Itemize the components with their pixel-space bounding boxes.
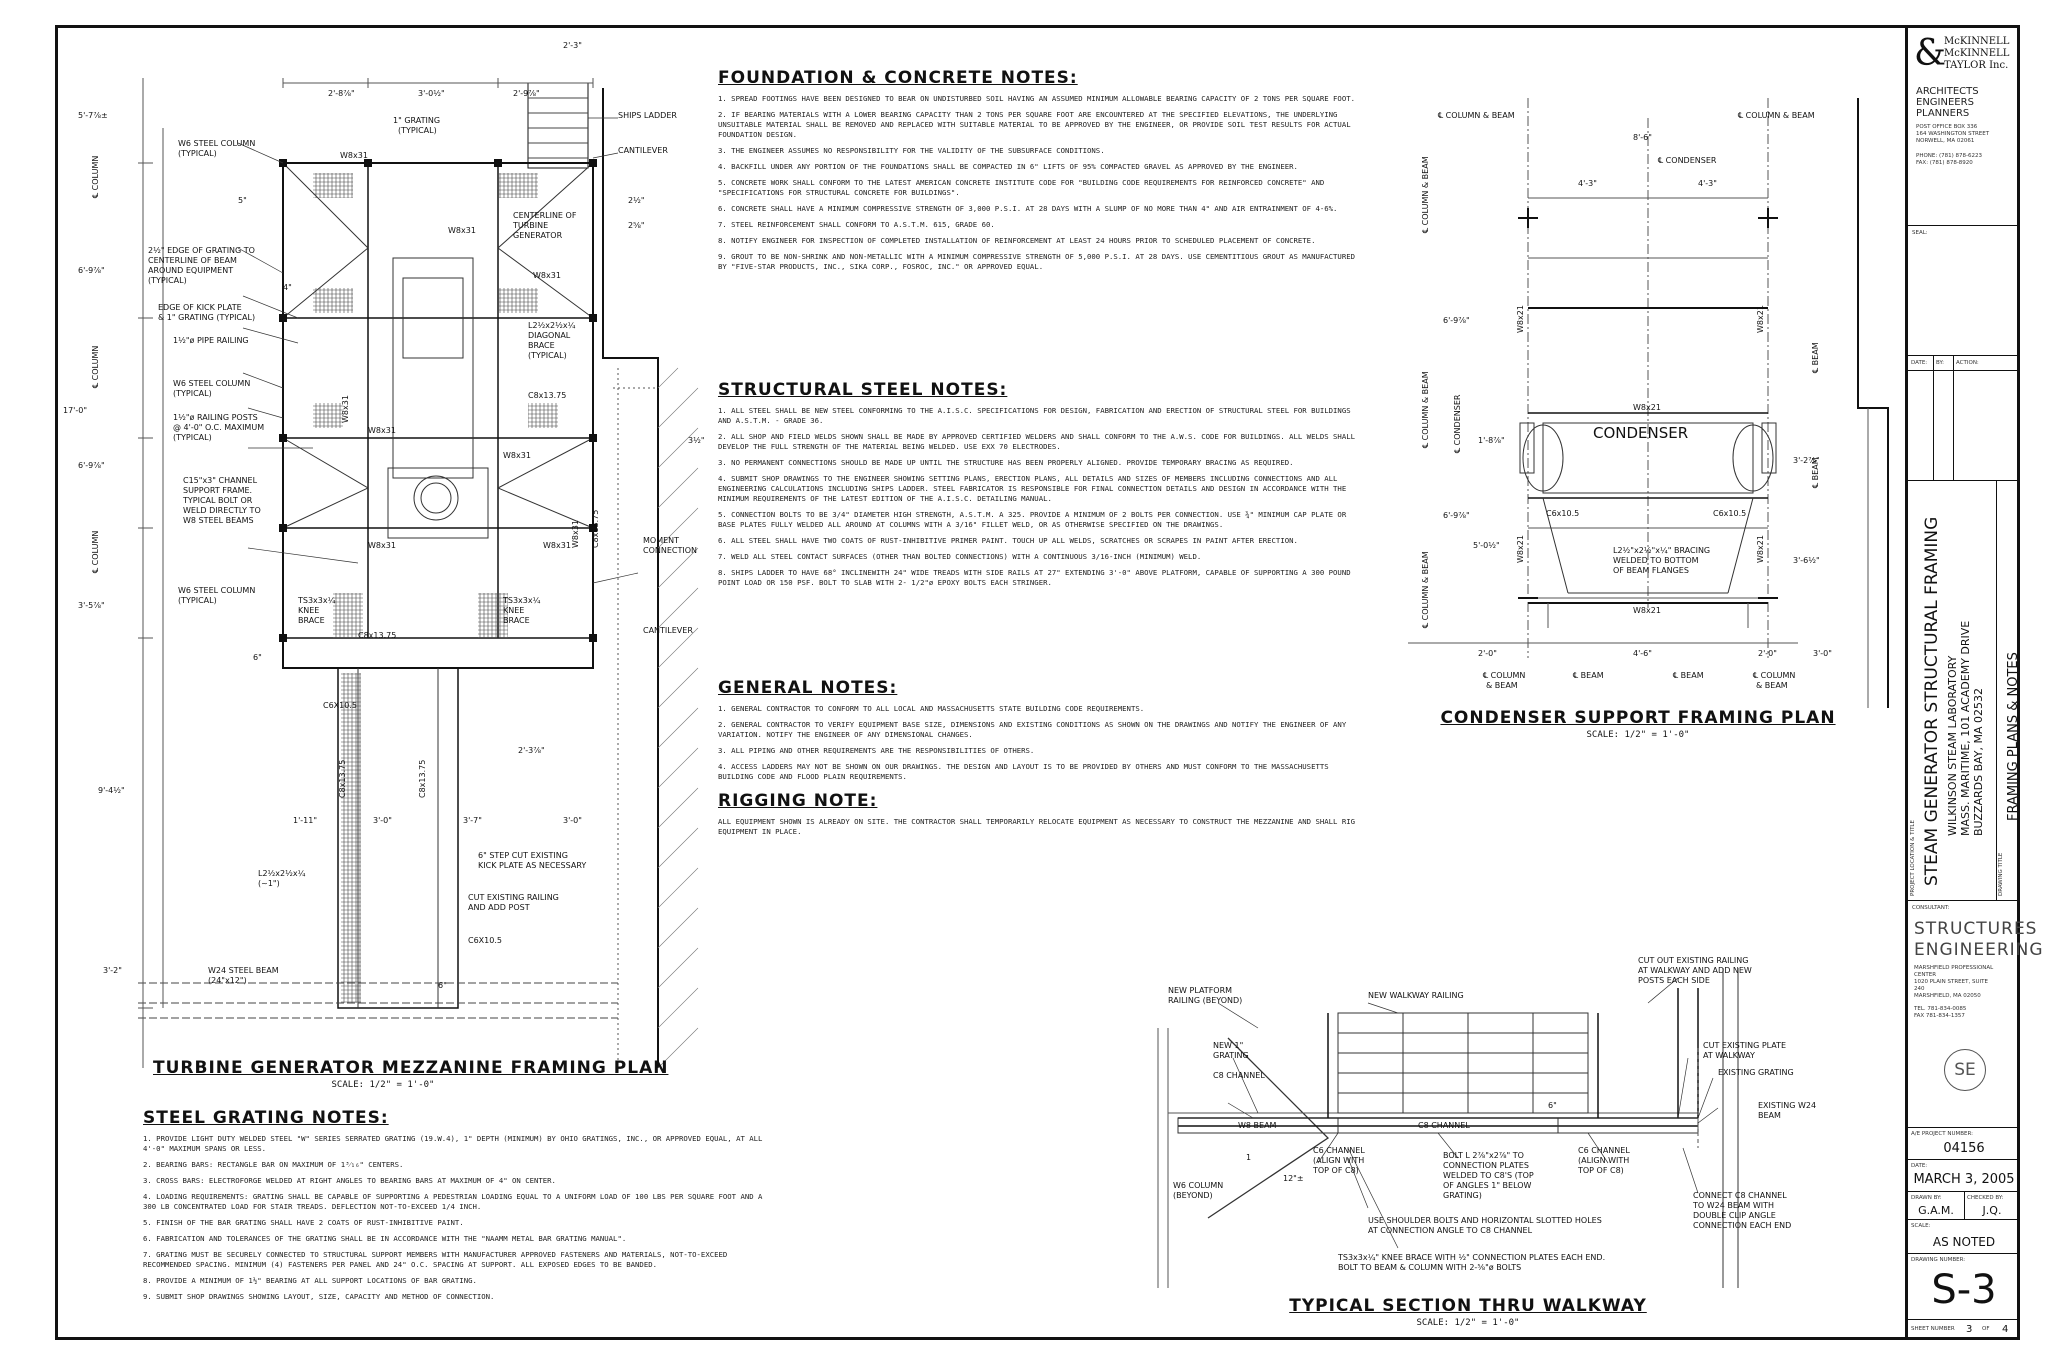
walkway-dim-6: 6" <box>1548 1101 1557 1110</box>
mezzanine-plan-title: TURBINE GENERATOR MEZZANINE FRAMING PLAN <box>153 1058 669 1078</box>
label-c6-lower: C6X10.5 <box>468 936 502 945</box>
label-col-beam-2b: & BEAM <box>1486 681 1518 690</box>
firm-address-3: NORWELL, MA 02061 <box>1916 138 1975 144</box>
cond-dim-1: 8'-6" <box>1633 133 1652 142</box>
seal-label: SEAL: <box>1912 230 1928 236</box>
dim-1: 2'-8⅞" <box>328 89 355 98</box>
scale-block <box>1908 1220 2020 1254</box>
seal-block <box>1908 226 2020 356</box>
label-existing-w24-1: EXISTING W24 <box>1758 1101 1817 1110</box>
firm-block <box>1908 28 2020 226</box>
label-condenser: CONDENSER <box>1593 424 1689 442</box>
label-edge-1: 2½" EDGE OF GRATING TO <box>148 246 255 255</box>
label-cut-railing-1: CUT EXISTING RAILING <box>468 893 559 902</box>
rigging-note <box>718 791 1358 843</box>
label-bolt-4: OF ANGLES 1" BELOW <box>1443 1181 1532 1190</box>
revision-action-header: ACTION: <box>1956 360 1979 366</box>
label-existing-w24-2: BEAM <box>1758 1111 1781 1120</box>
label-new-grating-2: GRATING <box>1213 1051 1249 1060</box>
label-new-grating-1: NEW 1" <box>1213 1041 1244 1050</box>
foundation-note: 4. BACKFILL UNDER ANY PORTION OF THE FOUNDATIONS SHALL BE COMPACTED IN 6" LIFTS OF 95% COMPACTED GRAVEL AS APPROVED BY THE ENGINEER. <box>718 162 1298 171</box>
dim-19: 6" <box>253 653 262 662</box>
project-sub-1: WILKINSON STEAM LABORATORY <box>1946 655 1959 836</box>
structural-note: 7. WELD ALL STEEL CONTACT SURFACES (OTHER THAN BOLTED CONNECTIONS) WITH A CONTINUOUS 3/16-INCH (MINIMUM) WELD. <box>718 552 1202 561</box>
label-beam-1: ℄ BEAM <box>1673 671 1704 680</box>
label-angle-2: (~1") <box>258 879 280 888</box>
mezzanine-plan-scale: SCALE: 1/2" = 1'-0" <box>331 1080 435 1090</box>
label-w8x31-6: W8x31 <box>368 541 396 550</box>
label-cantilever-2: CANTILEVER <box>643 626 693 635</box>
drawing-title: FRAMING PLANS & NOTES <box>2006 652 2021 821</box>
label-col-beam-vert-1: ℄ COLUMN & BEAM <box>1421 156 1430 233</box>
label-ships-ladder: SHIPS LADDER <box>618 111 677 120</box>
project-sub-3: BUZZARDS BAY, MA 02532 <box>1972 687 1985 836</box>
label-w8-beam: W8 BEAM <box>1238 1121 1277 1130</box>
dim-9: 3'-5⅞" <box>78 601 105 610</box>
sheet-number: 3 <box>1966 1324 1973 1335</box>
label-w8x31-vert-2: W8x31 <box>571 520 580 548</box>
consultant-block <box>1908 901 2044 1128</box>
label-w8x31-top: W8x31 <box>340 151 368 160</box>
label-typical-3: (TYPICAL) <box>178 596 217 605</box>
label-c8-vert-2: C8x13.75 <box>418 759 427 798</box>
revision-date-header: DATE: <box>1911 360 1928 366</box>
existing-wall-condenser <box>1858 98 1888 708</box>
label-angle-1: L2½x2½x¼ <box>258 869 306 878</box>
label-connect-3: DOUBLE CLIP ANGLE <box>1693 1211 1776 1220</box>
structural-note: 5. CONNECTION BOLTS TO BE 3/4" DIAMETER HIGH STRENGTH, A.S.T.M. A 325. PROVIDE A MINIMUM OF 2 BOLTS PER CONNECTION. USE ¾" MINIMUM CAP PLATE OR BASE PLATES FULLY WELDED ALL AROUND AT COLUMNS WITH A 3/16" FILLET WELD, OR AS OTHERWISE SPECIFIED ON THE DRAWINGS. <box>718 510 1347 529</box>
dim-10: 9'-4½" <box>98 786 125 795</box>
project-number: 04156 <box>1943 1141 1985 1156</box>
dim-21: 2½" <box>628 196 645 205</box>
dim-3: 2'-9⅞" <box>513 89 540 98</box>
label-bolt-2: CONNECTION PLATES <box>1443 1161 1529 1170</box>
firm-name-3: TAYLOR Inc. <box>1944 60 2009 71</box>
label-beam-vert-2: ℄ BEAM <box>1811 457 1820 488</box>
label-grating-typ: (TYPICAL) <box>398 126 437 135</box>
label-cut-out-1: CUT OUT EXISTING RAILING <box>1638 956 1749 965</box>
dim-13: 3'-0" <box>373 816 392 825</box>
drawing-scale: AS NOTED <box>1932 1235 1996 1249</box>
firm-address-1: POST OFFICE BOX 336 <box>1916 124 1978 130</box>
label-c15-2: SUPPORT FRAME. <box>183 486 253 495</box>
wall-hatch <box>658 368 698 1068</box>
project-sub-2: MASS. MARITIME, 101 ACADEMY DRIVE <box>1959 620 1972 836</box>
label-step-cut-2: KICK PLATE AS NECESSARY <box>478 861 587 870</box>
condenser-framing-plan <box>1368 68 1898 708</box>
label-edge-4: (TYPICAL) <box>148 276 187 285</box>
drawing-date: MARCH 3, 2005 <box>1913 1172 2015 1187</box>
general-note: 4. ACCESS LADDERS MAY NOT BE SHOWN ON OUR DRAWINGS. THE DESIGN AND LAYOUT IS TO BE PROVIDED BY OTHERS AND MUST CONFORM TO THE MASSACHUSETTS BUILDING CODE AND FLOOD PLAIN REQUIREMENTS. <box>718 762 1329 781</box>
label-kick-2: & 1" GRATING (TYPICAL) <box>158 313 256 322</box>
label-w6-column: W6 STEEL COLUMN <box>178 139 256 148</box>
steel-grating-notes <box>143 1108 773 1308</box>
cond-dim-8: 3'-2⅞" <box>1793 456 1820 465</box>
grating-note: 4. LOADING REQUIREMENTS: GRATING SHALL BE CAPABLE OF SUPPORTING A PEDESTRIAN LOADING EQUAL TO A UNIFORM LOAD OF 100 LBS PER SQUARE FOOT AND A 300 LB CONCENTRATED LOAD FOR STAIR TREADS. DEFLECTION NOT-TO-EXCEED 1/4 INCH. <box>143 1192 763 1211</box>
label-c6-upper: C6X10.5 <box>323 701 357 710</box>
label-w8x21-vert-2: W8x21 <box>1756 305 1765 333</box>
general-note: 1. GENERAL CONTRACTOR TO CONFORM TO ALL LOCAL AND MASSACHUSETTS STATE BUILDING CODE REQUIREMENTS. <box>718 704 1145 713</box>
label-existing-grating: EXISTING GRATING <box>1718 1068 1794 1077</box>
project-title-block <box>1908 481 2020 901</box>
label-w8x31-3: W8x31 <box>533 271 561 280</box>
label-cut-plate-2: AT WALKWAY <box>1703 1051 1755 1060</box>
consultant-address-2: CENTER <box>1914 972 1937 978</box>
walkway-slope: 1 <box>1246 1153 1252 1162</box>
cond-dim-3: 4'-3" <box>1698 179 1717 188</box>
consultant-label: CONSULTANT: <box>1912 905 1950 911</box>
scale-label: SCALE: <box>1911 1223 1931 1229</box>
condenser-plan-scale: SCALE: 1/2" = 1'-0" <box>1586 730 1690 740</box>
label-w8x31-2: W8x31 <box>448 226 476 235</box>
label-w24-2: (24"x12") <box>208 976 247 985</box>
consultant-name-1: STRUCTURES <box>1914 919 2038 939</box>
firm-address-2: 164 WASHINGTON STREET <box>1916 131 1990 137</box>
consultant-address-1: MARSHFIELD PROFESSIONAL <box>1914 965 1994 971</box>
dim-7: 17'-0" <box>63 406 88 415</box>
label-col-2: ℄ COLUMN <box>91 345 100 388</box>
cond-dim-4: 6'-9⅞" <box>1443 316 1470 325</box>
label-cantilever: CANTILEVER <box>618 146 668 155</box>
label-c6-2c: TOP OF C8) <box>1578 1166 1624 1175</box>
grating-note: 1. PROVIDE LIGHT DUTY WELDED STEEL "W" SERIES SERRATED GRATING (19.W.4), 1" DEPTH (MINIMUM) BY OHIO GRATINGS, INC., OR APPROVED EQUAL, AT ALL 4'-0" MAXIMUM SPANS OR LESS. <box>143 1134 763 1153</box>
label-connect-4: CONNECTION EACH END <box>1693 1221 1792 1230</box>
cond-dim-13: 3'-0" <box>1813 649 1832 658</box>
cond-dim-5: 1'-8⅞" <box>1478 436 1505 445</box>
grating-note: 7. GRATING MUST BE SECURELY CONNECTED TO STRUCTURAL SUPPORT MEMBERS WITH MANUFACTURER APPROVED FASTENERS AND MATERIALS, NOT-TO-EXCEED RECOMMENDED SPACING. MINIMUM (4) FASTENERS PER PANEL AND 24" O.C. SPACING AT SUPPORT. ALL EXPOSED EDGES TO BE BANDED. <box>143 1250 728 1269</box>
label-posts-1: 1½"ø RAILING POSTS <box>173 413 258 422</box>
label-c8-vert-1: C8x13.75 <box>338 759 347 798</box>
label-c15-5: W8 STEEL BEAMS <box>183 516 254 525</box>
label-c6-1b: (ALIGN WITH <box>1313 1156 1365 1165</box>
foundation-notes-heading: FOUNDATION & CONCRETE NOTES: <box>718 68 1078 88</box>
label-c15-4: WELD DIRECTLY TO <box>183 506 261 515</box>
consultant-address-3: 1020 PLAIN STREET, SUITE <box>1914 979 1988 985</box>
rigging-note-heading: RIGGING NOTE: <box>718 791 878 811</box>
checked-by-label: CHECKED BY: <box>1967 1195 2004 1201</box>
dim-12: 1'-11" <box>293 816 318 825</box>
label-c6-1c: TOP OF C8) <box>1313 1166 1359 1175</box>
dim-18: 4" <box>283 283 292 292</box>
label-c6-left: C6x10.5 <box>1546 509 1580 518</box>
label-col-1: ℄ COLUMN <box>91 155 100 198</box>
checked-by: J.Q. <box>1982 1204 2002 1217</box>
grating-note: 8. PROVIDE A MINIMUM OF 1½" BEARING AT ALL SUPPORT LOCATIONS OF BAR GRATING. <box>143 1276 477 1285</box>
dim-5: 5'-7⅞± <box>78 111 108 120</box>
label-diag-brace-1: L2½x2½x¼ <box>528 321 576 330</box>
label-c8-2: C8x13.75 <box>528 391 567 400</box>
label-diag-brace-4: (TYPICAL) <box>528 351 567 360</box>
dim-17: 5" <box>238 196 247 205</box>
label-edge-3: AROUND EQUIPMENT <box>148 266 234 275</box>
label-c6-right: C6x10.5 <box>1713 509 1747 518</box>
structural-note: 1. ALL STEEL SHALL BE NEW STEEL CONFORMING TO THE A.I.S.C. SPECIFICATIONS FOR DESIGN, FABRICATION AND ERECTION OF STRUCTURAL STEEL FOR BUILDINGS AND A.S.T.M. - GRADE 36. <box>718 406 1351 425</box>
label-cut-out-3: POSTS EACH SIDE <box>1638 976 1710 985</box>
label-posts-2: @ 4'-0" O.C. MAXIMUM <box>173 423 265 432</box>
label-moment-2: CONNECTION <box>643 546 698 555</box>
foundation-note: 2. IF BEARING MATERIALS WITH A LOWER BEARING CAPACITY THAN 2 TONS PER SQUARE FOOT ARE ENCOUNTERED AT THE SPECIFIED ELEVATIONS, THE UNDERLYING UNSUITABLE MATERIAL SHALL BE REMOVED AND REPLACED WITH SUITABLE MATERIAL TO BE APPROVED BY THE ENGINEER, OR PROVIDE SOIL TEST RESULTS FOR ACTUAL FOUNDATION DESIGN. <box>718 110 1351 139</box>
dim-2: 3'-0½" <box>418 89 445 98</box>
label-knee-brace-3: BRACE <box>298 616 325 625</box>
walkway-section-scale: SCALE: 1/2" = 1'-0" <box>1416 1318 1520 1328</box>
label-knee-brace-6: BRACE <box>503 616 530 625</box>
discipline-2: ENGINEERS <box>1916 97 1974 108</box>
sheet-of: OF <box>1982 1326 1990 1332</box>
sheet-number-block <box>1908 1320 2020 1340</box>
label-posts-3: (TYPICAL) <box>173 433 212 442</box>
structural-note: 4. SUBMIT SHOP DRAWINGS TO THE ENGINEER SHOWING SETTING PLANS, ERECTION PLANS, ALL DETAILS AND SIZES OF MEMBERS INCLUDING CONNECTIONS AND ALL ENGINEERING CALCULATIONS INCLUDING SHIPS LADDER. STEEL FABRICATOR IS RESPONSIBLE FOR FINAL CONNECTION DETAILS AND DESIGN IN ACCORDANCE WITH THE MINIMUM REQUIREMENTS OF THE LATEST EDITION OF THE A.I.S.C. DETAILING MANUAL. <box>718 474 1347 503</box>
label-c15-3: TYPICAL BOLT OR <box>183 496 253 505</box>
label-bracing-1: L2½"x2½"x¼" BRACING <box>1613 546 1711 555</box>
cond-dim-10: 2'-0" <box>1478 649 1497 658</box>
label-w24-1: W24 STEEL BEAM <box>208 966 279 975</box>
firm-name-1: McKINNELL <box>1944 36 2010 47</box>
label-knee-brace-2: KNEE <box>298 606 320 615</box>
discipline-3: PLANNERS <box>1916 108 1970 119</box>
consultant-address-5: MARSHFIELD, MA 02050 <box>1914 993 1981 999</box>
grating-note: 9. SUBMIT SHOP DRAWINGS SHOWING LAYOUT, SIZE, CAPACITY AND METHOD OF CONNECTION. <box>143 1292 495 1301</box>
label-c6-2a: C6 CHANNEL <box>1578 1146 1630 1155</box>
label-typical: (TYPICAL) <box>178 149 217 158</box>
label-bracing-3: OF BEAM FLANGES <box>1613 566 1689 575</box>
label-col-beam-3b: & BEAM <box>1756 681 1788 690</box>
firm-logo-ampersand: & <box>1914 33 1947 74</box>
grating-note: 6. FABRICATION AND TOLERANCES OF THE GRATING SHALL BE IN ACCORDANCE WITH THE "NAAMM METAL BAR GRATING MANUAL". <box>143 1234 627 1243</box>
cond-dim-11: 4'-6" <box>1633 649 1652 658</box>
dim-16: 2'-3⅞" <box>518 746 545 755</box>
label-w8x31-vert-1: W8x31 <box>341 395 350 423</box>
label-edge-2: CENTERLINE OF BEAM <box>148 256 237 265</box>
label-c8-vert-3: C8x13.75 <box>591 509 600 548</box>
project-number-block <box>1908 1128 2020 1160</box>
grating-note: 5. FINISH OF THE BAR GRATING SHALL HAVE 2 COATS OF RUST-INHIBITIVE PAINT. <box>143 1218 464 1227</box>
label-connect-2: TO W24 BEAM WITH <box>1693 1201 1774 1210</box>
label-connect-1: CONNECT C8 CHANNEL <box>1693 1191 1787 1200</box>
consultant-name-2: ENGINEERING <box>1914 940 2044 960</box>
label-c15-1: C15"x3" CHANNEL <box>183 476 258 485</box>
dim-14: 3'-7" <box>463 816 482 825</box>
label-col-3: ℄ COLUMN <box>91 530 100 573</box>
label-col-beam-vert-3: ℄ COLUMN & BEAM <box>1421 551 1430 628</box>
label-pipe-railing: 1½"ø PIPE RAILING <box>173 336 249 345</box>
dim-15: 3'-0" <box>563 816 582 825</box>
dim-4: 2'-3" <box>563 41 582 50</box>
label-knee-brace-1: TS3x3x¼ <box>298 596 336 605</box>
label-w6-column-section-1: W6 COLUMN <box>1173 1181 1224 1190</box>
label-cut-railing-2: AND ADD POST <box>468 903 530 912</box>
foundation-note: 5. CONCRETE WORK SHALL CONFORM TO THE LATEST AMERICAN CONCRETE INSTITUTE CODE FOR "BUILDING CODE REQUIREMENTS FOR REINFORCED CONCRETE" AND "SPECIFICATIONS FOR STRUCTURAL CONCRETE FOR BUILDINGS". <box>718 178 1325 197</box>
drawn-by: G.A.M. <box>1918 1204 1954 1217</box>
label-shoulder-bolts-1: USE SHOULDER BOLTS AND HORIZONTAL SLOTTED HOLES <box>1368 1216 1602 1225</box>
dim-6: 6'-9⅞" <box>78 266 105 275</box>
project-location-label: PROJECT LOCATION & TITLE <box>1910 820 1916 896</box>
drawn-checked-block <box>1908 1192 2020 1220</box>
walkway-railing <box>1338 1013 1588 1113</box>
foundation-note: 8. NOTIFY ENGINEER FOR INSPECTION OF COMPLETED INSTALLATION OF REINFORCEMENT AT LEAST 24 HOURS PRIOR TO SCHEDULED PLACEMENT OF CONCRETE. <box>718 236 1316 245</box>
label-c8-channel-2: C8 CHANNEL <box>1418 1121 1470 1130</box>
label-col-beam-2a: ℄ COLUMN <box>1483 671 1526 680</box>
grating-note: 2. BEARING BARS: RECTANGLE BAR ON MAXIMUM OF 1³⁄₁₆" CENTERS. <box>143 1160 404 1169</box>
label-condenser-cl: ℄ CONDENSER <box>1658 156 1717 165</box>
label-cut-plate-1: CUT EXISTING PLATE <box>1703 1041 1787 1050</box>
label-shoulder-bolts-2: AT CONNECTION ANGLE TO C8 CHANNEL <box>1368 1226 1533 1235</box>
existing-wall <box>603 88 658 1068</box>
dim-8: 6'-9⅞" <box>78 461 105 470</box>
foundation-note: 1. SPREAD FOOTINGS HAVE BEEN DESIGNED TO BEAR ON UNDISTURBED SOIL HAVING AN ASSUMED MINIMUM ALLOWABLE BEARING CAPACITY OF 2 TONS PER SQUARE FOOT. <box>718 94 1355 103</box>
discipline-1: ARCHITECTS <box>1916 86 1979 97</box>
label-step-cut-1: 6" STEP CUT EXISTING <box>478 851 568 860</box>
dim-11: 3'-2" <box>103 966 122 975</box>
structural-note: 2. ALL SHOP AND FIELD WELDS SHOWN SHALL BE MADE BY APPROVED CERTIFIED WELDERS AND SHALL CONFORM TO THE A.W.S. CODE FOR BUILDINGS. ALL WELDS SHALL DEVELOP THE FULL STRENGTH OF THE MATERIAL BEING WELDED. USE EXX 70 ELECTRODES. <box>718 432 1355 451</box>
consultant-fax: FAX 781-834-1357 <box>1914 1013 1965 1019</box>
label-typical-2: (TYPICAL) <box>173 389 212 398</box>
cond-dim-9: 3'-6½" <box>1793 556 1820 565</box>
label-diag-brace-2: DIAGONAL <box>528 331 571 340</box>
firm-name-2: McKINNELL <box>1944 48 2010 59</box>
drawing-number: S-3 <box>1931 1267 1997 1313</box>
label-knee-brace-section-2: BOLT TO BEAM & COLUMN WITH 2-⅝"ø BOLTS <box>1338 1263 1522 1272</box>
project-number-label: A/E PROJECT NUMBER: <box>1911 1131 1973 1137</box>
turbine-generator <box>393 258 473 478</box>
cond-dim-12: 2'-0" <box>1758 649 1777 658</box>
drawing-title-label: DRAWING TITLE <box>1998 852 2004 896</box>
foundation-note: 6. CONCRETE SHALL HAVE A MINIMUM COMPRESSIVE STRENGTH OF 3,000 P.S.I. AT 28 DAYS WITH A SLUMP OF NO MORE THAN 4" AND AIR ENTRAINMENT OF 4-6%. <box>718 204 1338 213</box>
general-note: 2. GENERAL CONTRACTOR TO VERIFY EQUIPMENT BASE SIZE, DIMENSIONS AND EXISTING CONDITIONS AS SHOWN ON THE DRAWINGS AND NOTIFY THE ENGINEER OF ANY VARIATION. NOTIFY THE ENGINEER OF ANY DIMENSIONAL CHANGES. <box>718 720 1347 739</box>
label-col-beam-left: ℄ COLUMN & BEAM <box>1438 111 1515 120</box>
label-grating: 1" GRATING <box>393 116 441 125</box>
general-note: 3. ALL PIPING AND OTHER REQUIREMENTS ARE THE RESPONSIBILITIES OF OTHERS. <box>718 746 1035 755</box>
condenser-plan-title: CONDENSER SUPPORT FRAMING PLAN <box>1440 708 1836 728</box>
dim-23: 6" <box>438 981 447 990</box>
label-col-beam-vert-2: ℄ COLUMN & BEAM <box>1421 371 1430 448</box>
foundation-note: 7. STEEL REINFORCEMENT SHALL CONFORM TO A.S.T.M. 615, GRADE 60. <box>718 220 995 229</box>
dim-22: 2⅝" <box>628 221 645 230</box>
walkway-section-title: TYPICAL SECTION THRU WALKWAY <box>1289 1296 1647 1316</box>
label-centerline-2: TURBINE <box>513 221 549 230</box>
label-w8x21-bottom: W8x21 <box>1633 606 1661 615</box>
grating-note: 3. CROSS BARS: ELECTROFORGE WELDED AT RIGHT ANGLES TO BEARING BARS AT MAXIMUM OF 4" ON CENTER. <box>143 1176 556 1185</box>
label-w8x31-5: W8x31 <box>503 451 531 460</box>
label-w8x21-vert-4: W8x21 <box>1756 535 1765 563</box>
cond-dim-6: 6'-9⅞" <box>1443 511 1470 520</box>
label-new-walkway-railing: NEW WALKWAY RAILING <box>1368 991 1464 1000</box>
title-block <box>1905 28 2044 1340</box>
label-beam-2: ℄ BEAM <box>1573 671 1604 680</box>
sheet-number-label: SHEET NUMBER <box>1911 1326 1955 1332</box>
label-w6-column-section-2: (BEYOND) <box>1173 1191 1213 1200</box>
label-col-beam-right: ℄ COLUMN & BEAM <box>1738 111 1815 120</box>
drawn-by-label: DRAWN BY: <box>1911 1195 1942 1201</box>
general-notes <box>718 678 1358 788</box>
label-w6-column-2: W6 STEEL COLUMN <box>173 379 251 388</box>
date-block <box>1908 1160 2020 1192</box>
project-title: STEAM GENERATOR STRUCTURAL FRAMING <box>1922 516 1942 886</box>
label-cut-out-2: AT WALKWAY AND ADD NEW <box>1638 966 1752 975</box>
general-notes-heading: GENERAL NOTES: <box>718 678 898 698</box>
foundation-note: 3. THE ENGINEER ASSUMES NO RESPONSIBILITY FOR THE VALIDITY OF THE SUBSURFACE CONDITIONS. <box>718 146 1105 155</box>
dim-20: 3½" <box>688 436 705 445</box>
label-col-beam-3a: ℄ COLUMN <box>1753 671 1796 680</box>
label-knee-brace-4: TS3x3x¼ <box>503 596 541 605</box>
label-c6-2b: (ALIGN WITH <box>1578 1156 1630 1165</box>
revision-by-header: BY: <box>1936 360 1944 366</box>
label-w6-column-3: W6 STEEL COLUMN <box>178 586 256 595</box>
firm-fax: FAX: (781) 878-8920 <box>1916 160 1973 166</box>
label-bolt-1: BOLT L 2⅞"x2⅞" TO <box>1443 1151 1524 1160</box>
label-w8x21-vert-3: W8x21 <box>1516 535 1525 563</box>
label-diag-brace-3: BRACE <box>528 341 555 350</box>
walkway-dim-12: 12"± <box>1283 1174 1304 1183</box>
label-kick-1: EDGE OF KICK PLATE <box>158 303 242 312</box>
consultant-logo: SE <box>1944 1049 1986 1091</box>
label-c6-1a: C6 CHANNEL <box>1313 1146 1365 1155</box>
label-w8x31-4: W8x31 <box>368 426 396 435</box>
label-knee-brace-5: KNEE <box>503 606 525 615</box>
label-moment-1: MOMENT <box>643 536 680 545</box>
date-label: DATE: <box>1911 1163 1928 1169</box>
drawing-number-label: DRAWING NUMBER: <box>1911 1257 1966 1263</box>
label-centerline-1: CENTERLINE OF <box>513 211 577 220</box>
consultant-address-4: 240 <box>1914 986 1925 992</box>
label-bolt-5: GRATING) <box>1443 1191 1482 1200</box>
drawing-number-block <box>1908 1254 2020 1320</box>
structural-note: 6. ALL STEEL SHALL HAVE TWO COATS OF RUST-INHIBITIVE PRIMER PAINT. TOUCH UP ALL WELDS, SCRATCHES OR SCRAPES IN PAINT AFTER ERECTION. <box>718 536 1298 545</box>
label-centerline-3: GENERATOR <box>513 231 563 240</box>
cond-dim-7: 5'-0½" <box>1473 541 1500 550</box>
label-beam-vert-1: ℄ BEAM <box>1811 342 1820 373</box>
structural-notes-heading: STRUCTURAL STEEL NOTES: <box>718 380 1008 400</box>
walkway-section <box>1138 948 1898 1288</box>
label-new-platform-1: NEW PLATFORM <box>1168 986 1233 995</box>
structural-note: 8. SHIPS LADDER TO HAVE 68° INCLINEWITH 24" WIDE TREADS WITH SIDE RAILS AT 27" EXTENDING 3'-0" ABOVE PLATFORM, CAPABLE OF SUPPORTING A 300 POUND POINT LOAD OR 150 PSF. BOLT TO SLAB WITH 2- 1/2"ø EPOXY BOLTS EACH STRINGER. <box>718 568 1351 587</box>
consultant-tel: TEL. 781-834-0085 <box>1914 1006 1967 1012</box>
label-bolt-3: WELDED TO C8'S (TOP <box>1443 1171 1534 1180</box>
label-bracing-2: WELDED TO BOTTOM <box>1613 556 1699 565</box>
label-condenser-cl-vert: ℄ CONDENSER <box>1453 394 1462 453</box>
label-w8x21-vert-1: W8x21 <box>1516 305 1525 333</box>
drawing-sheet <box>55 25 2044 1340</box>
sheet-total: 4 <box>2002 1324 2009 1335</box>
foundation-note: 9. GROUT TO BE NON-SHRINK AND NON-METALLIC WITH A MINIMUM COMPRESSIVE STRENGTH OF 5,000 P.S.I. AT 28 DAYS. USE CEMENTITIOUS GROUT AS MANUFACTURED BY "FIVE-STAR PRODUCTS, INC., SIKA CORP., FOSROC, INC." OR APPROVED EQUAL. <box>718 252 1355 271</box>
label-w8x31-7: W8x31 <box>543 541 571 550</box>
rigging-note-text: ALL EQUIPMENT SHOWN IS ALREADY ON SITE. THE CONTRACTOR SHALL TEMPORARILY RELOCATE EQUIPMENT AS NECESSARY TO CONSTRUCT THE MEZZANINE AND SHALL RIG EQUIPMENT IN PLACE. <box>718 817 1355 836</box>
foundation-notes <box>718 68 1358 278</box>
revision-block <box>1908 356 2020 481</box>
label-c8-channel-1: C8 CHANNEL <box>1213 1071 1265 1080</box>
firm-phone: PHONE: (781) 878-6223 <box>1916 153 1982 159</box>
structural-note: 3. NO PERMANENT CONNECTIONS SHOULD BE MADE UP UNTIL THE STRUCTURE HAS BEEN PROPERLY ALIGNED. PROVIDE TEMPORARY BRACING AS REQUIRED. <box>718 458 1294 467</box>
mezzanine-framing-plan <box>58 28 705 1068</box>
grating-notes-heading: STEEL GRATING NOTES: <box>143 1108 389 1128</box>
label-new-platform-2: RAILING (BEYOND) <box>1168 996 1243 1005</box>
label-knee-brace-section-1: TS3x3x¼" KNEE BRACE WITH ½" CONNECTION PLATES EACH END. <box>1338 1253 1606 1262</box>
label-c8-1: C8x13.75 <box>358 631 397 640</box>
label-w8x21-top: W8x21 <box>1633 403 1661 412</box>
cond-dim-2: 4'-3" <box>1578 179 1597 188</box>
structural-steel-notes <box>718 380 1358 594</box>
